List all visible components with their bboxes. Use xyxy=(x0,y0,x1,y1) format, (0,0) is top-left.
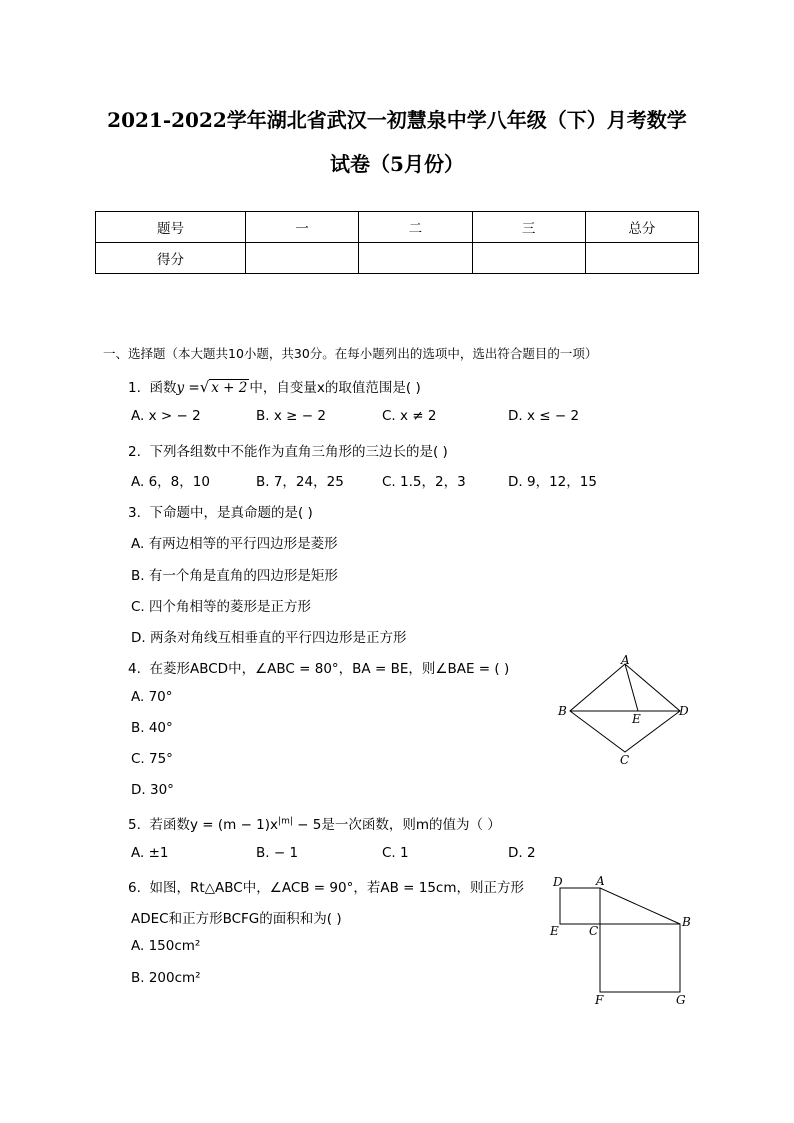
label-b: B xyxy=(682,915,691,929)
q6-option-b[interactable]: B. 200cm² xyxy=(131,970,201,986)
rhombus-figure xyxy=(552,652,702,770)
question-3: 3. 下命题中，是真命题的是( ) xyxy=(128,505,313,521)
score-row-label: 得分 xyxy=(96,243,246,274)
segment-ae xyxy=(625,664,638,711)
score-table-header-row xyxy=(96,212,699,243)
score-header-cell: 题号 xyxy=(96,212,246,243)
q1-option-d[interactable]: D. x ≤ − 2 xyxy=(508,408,580,424)
label-d: D xyxy=(553,875,563,889)
q5-option-d[interactable]: D. 2 xyxy=(508,845,536,861)
score-table xyxy=(95,211,699,274)
q1-option-b[interactable]: B. x ≥ − 2 xyxy=(256,408,326,424)
label-a: A xyxy=(621,653,630,667)
q5-option-c[interactable]: C. 1 xyxy=(382,845,409,861)
q2-option-c[interactable]: C. 1.5，2，3 xyxy=(382,474,466,490)
question-2: 2. 下列各组数中不能作为直角三角形的三边长的是( ) xyxy=(128,444,448,460)
label-a: A xyxy=(596,874,605,888)
score-cell[interactable] xyxy=(359,243,472,274)
score-cell[interactable] xyxy=(585,243,698,274)
label-d: D xyxy=(679,704,689,718)
score-table-score-row xyxy=(96,243,699,274)
q3-option-a[interactable]: A. 有两边相等的平行四边形是菱形 xyxy=(131,536,338,552)
q6-option-a[interactable]: A. 150cm² xyxy=(131,938,201,954)
label-c: C xyxy=(620,753,630,767)
question-6-line2: ADEC和正方形BCFG的面积和为( ) xyxy=(131,911,342,927)
label-f: F xyxy=(595,993,604,1007)
q2-option-d[interactable]: D. 9，12，15 xyxy=(508,474,597,490)
q4-option-b[interactable]: B. 40° xyxy=(131,720,173,736)
square-bcfg xyxy=(600,924,680,992)
q2-option-b[interactable]: B. 7，24，25 xyxy=(256,474,344,490)
label-c: C xyxy=(589,924,599,938)
q1-option-a[interactable]: A. x > − 2 xyxy=(131,408,201,424)
q5-option-a[interactable]: A. ±1 xyxy=(131,845,169,861)
q4-option-c[interactable]: C. 75° xyxy=(131,751,173,767)
q2-option-a[interactable]: A. 6，8，10 xyxy=(131,474,210,490)
question-5: 5. 若函数$y = (m - 1)x^{|m|} - 5$是一次函数，则m的值为（ ） xyxy=(128,816,501,833)
section-heading: 一、选择题（本大题共10小题，共30分。在每小题列出的选项中，选出符合题目的一项） xyxy=(103,346,598,361)
q3-option-d[interactable]: D. 两条对角线互相垂直的平行四边形是正方形 xyxy=(131,630,407,646)
q3-option-b[interactable]: B. 有一个角是直角的四边形是矩形 xyxy=(131,568,338,584)
q5-option-b[interactable]: B. − 1 xyxy=(256,845,299,861)
label-g: G xyxy=(676,993,686,1007)
sqrt-radicand: x + 2 xyxy=(211,380,248,396)
label-b: B xyxy=(558,704,567,718)
rhombus-abcd xyxy=(570,664,680,752)
q1-option-c[interactable]: C. x ≠ 2 xyxy=(382,408,437,424)
q4-option-d[interactable]: D. 30° xyxy=(131,782,174,798)
score-cell[interactable] xyxy=(246,243,359,274)
q4-option-a[interactable]: A. 70° xyxy=(131,689,173,705)
score-header-cell: 三 xyxy=(472,212,585,243)
q3-option-c[interactable]: C. 四个角相等的菱形是正方形 xyxy=(131,599,312,615)
squares-figure xyxy=(546,872,696,1010)
question-1: 1. 函数y =√ x + 2 中，自变量x的取值范围是( ) xyxy=(128,378,421,396)
question-4: 4. 在菱形ABCD中，∠ABC = 80°，BA = BE，则∠BAE = ( ) xyxy=(128,661,510,677)
score-header-cell: 二 xyxy=(359,212,472,243)
hypotenuse-ab xyxy=(600,888,680,924)
label-e: E xyxy=(632,712,641,726)
exam-title-line2: 试卷（5月份） xyxy=(330,152,464,176)
question-6: 6. 如图，Rt△ABC中，∠ACB = 90°，若AB = 15cm，则正方形 xyxy=(128,880,524,896)
score-header-cell: 总分 xyxy=(585,212,698,243)
score-header-cell: 一 xyxy=(246,212,359,243)
exam-title-line1: 2021-2022学年湖北省武汉一初慧泉中学八年级（下）月考数学 xyxy=(107,108,687,132)
label-e: E xyxy=(550,924,559,938)
score-cell[interactable] xyxy=(472,243,585,274)
square-adec xyxy=(560,888,600,924)
